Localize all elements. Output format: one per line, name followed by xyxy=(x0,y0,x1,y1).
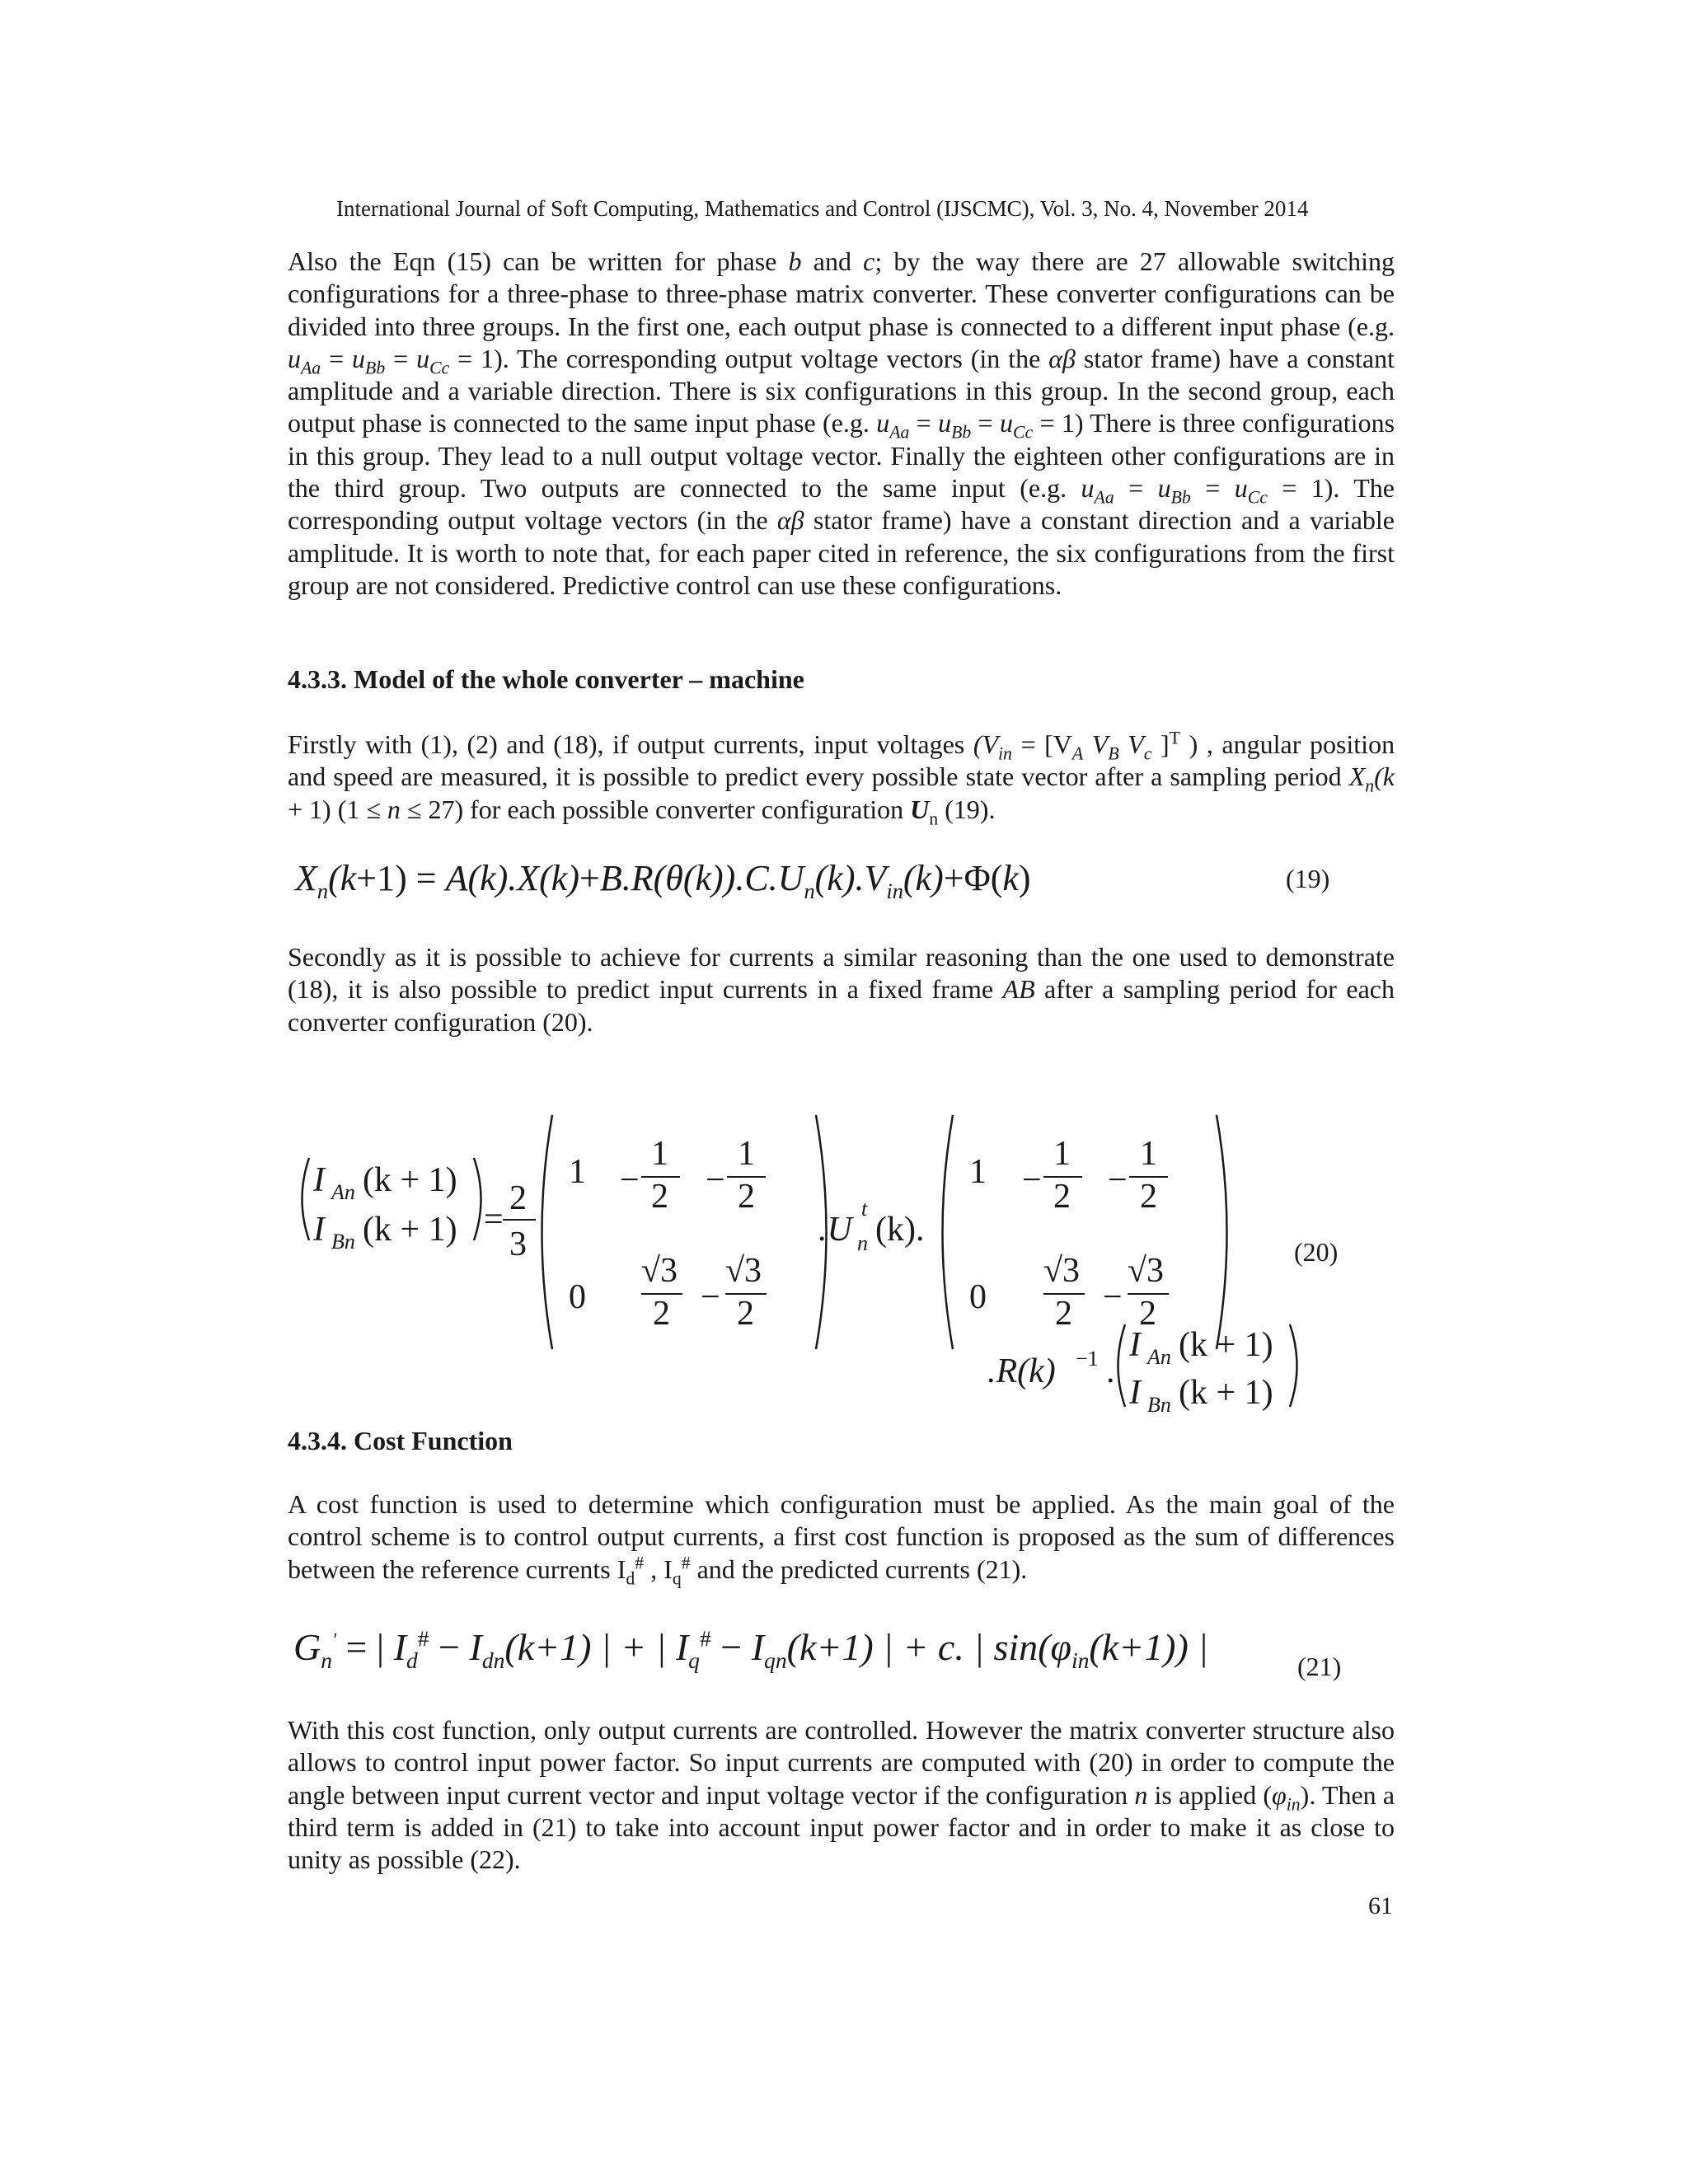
subscript: dn xyxy=(481,1647,505,1674)
symbol: αβ xyxy=(1048,343,1076,373)
m1-minus-c: − xyxy=(701,1278,720,1316)
text: = xyxy=(321,343,353,373)
journal-header: International Journal of Soft Computing, Mathematics and Control (IJSCMC), Vol. 3, No. 4, November 2014 xyxy=(336,196,1309,221)
m1-num-b: 1 xyxy=(738,1135,755,1173)
right-vector-row1-symbol: I xyxy=(1129,1326,1141,1364)
m1-sqrt-b: √3 xyxy=(725,1252,762,1290)
subscript: qn xyxy=(764,1647,787,1674)
text: = xyxy=(971,408,1000,438)
subscript: Aa xyxy=(301,358,321,378)
text: Firstly with (1), (2) and (18), if output currents, input voltages xyxy=(288,729,973,759)
left-vector-row2-k: (k + 1) xyxy=(363,1211,457,1249)
text: , I xyxy=(644,1554,673,1584)
symbol: I xyxy=(393,1626,406,1668)
text: ≤ 27) for each possible converter configuration xyxy=(400,794,911,824)
text: − xyxy=(429,1626,470,1668)
fraction-three: 3 xyxy=(509,1226,527,1263)
subscript: n xyxy=(1365,776,1375,796)
left-vector-row1-symbol: I xyxy=(313,1161,325,1199)
text: = xyxy=(909,408,939,438)
text: = | xyxy=(335,1626,394,1668)
symbol: V xyxy=(1118,729,1144,759)
text: stator frame) have a constant amplitude and a variable direction. There is six configurations in this group. In the second group, each output phase is connected to the same input phase (e.g. xyxy=(288,343,1395,438)
text: = 1). The corresponding output voltage vectors (in the xyxy=(288,473,1395,536)
subscript: in xyxy=(998,743,1012,764)
text: ] xyxy=(1151,729,1170,759)
symbol: I xyxy=(469,1626,482,1668)
equation-19-number: (19) xyxy=(1286,864,1330,893)
m1-num-a: 1 xyxy=(651,1135,668,1173)
equation-21-number: (21) xyxy=(1297,1652,1342,1681)
superscript: ' xyxy=(332,1629,336,1651)
text: + 1) (1 ≤ xyxy=(288,794,387,824)
subscript: Aa xyxy=(889,422,910,443)
section-heading-4-3-4: 4.3.4. Cost Function xyxy=(288,1426,513,1455)
text: = 1). The corresponding output voltage vectors (in the xyxy=(449,343,1049,373)
subscript: Cc xyxy=(429,358,450,378)
rotation-r: .R(k) xyxy=(987,1352,1056,1390)
subscript: n xyxy=(321,1647,333,1674)
paragraph-power-factor xyxy=(288,1714,1395,1876)
paragraph-switching-configurations xyxy=(288,246,1395,602)
m1-one: 1 xyxy=(569,1153,586,1191)
symbol: u xyxy=(876,408,890,438)
text: ; by the way there are 27 allowable switching configurations for a three-phase to three-phase matrix converter. These converter configurations can be divided into three groups. In the first one, each output phase is connected to a different input phase (e.g. xyxy=(288,246,1395,341)
paragraph-input-currents xyxy=(288,941,1395,1038)
m2-zero: 0 xyxy=(969,1278,987,1316)
right-vector-row1-k: (k + 1) xyxy=(1179,1326,1273,1364)
text: and the predicted currents (21). xyxy=(690,1554,1028,1584)
text: = xyxy=(1114,473,1158,504)
symbol: X xyxy=(295,858,317,898)
subscript: d xyxy=(626,1568,635,1588)
m2-den-c: 2 xyxy=(1055,1295,1072,1333)
symbol: V xyxy=(1083,729,1109,759)
text: , angular position and speed are measured, it is possible to predict every possible state vector after a sampling period xyxy=(288,729,1395,792)
symbol: U xyxy=(910,794,930,824)
transpose-u: .U xyxy=(818,1211,852,1249)
m2-den-d: 2 xyxy=(1139,1295,1156,1333)
symbol: u xyxy=(1081,473,1095,504)
text: = xyxy=(385,343,417,373)
superscript: # xyxy=(699,1625,711,1652)
equals-sign: = xyxy=(484,1201,504,1239)
subscript: Cc xyxy=(1247,487,1268,508)
paragraph-cost-function xyxy=(288,1488,1395,1586)
m1-den-a: 2 xyxy=(651,1178,668,1216)
superscript: T xyxy=(1169,728,1180,748)
left-vector-row1-k: (k + 1) xyxy=(363,1161,457,1199)
m1-minus-b: − xyxy=(706,1161,725,1199)
subscript: Bb xyxy=(365,358,386,378)
rotation-dot: . xyxy=(1106,1352,1115,1390)
subscript: in xyxy=(1071,1647,1090,1674)
symbol: AB xyxy=(1002,974,1035,1005)
subscript: c xyxy=(1143,743,1152,764)
right-vector-row2-symbol: I xyxy=(1129,1374,1141,1412)
symbol: (k xyxy=(1374,762,1395,792)
superscript: # xyxy=(635,1552,645,1572)
symbol: u xyxy=(938,408,952,438)
text: stator frame) have a constant direction and a variable amplitude. It is worth to note that, for each paper cited in reference, the six configurations from the first group are not considered. Predictive control can use these configurations. xyxy=(288,505,1395,600)
m2-den-b: 2 xyxy=(1140,1178,1157,1216)
m1-den-b: 2 xyxy=(738,1178,755,1216)
subscript: Bb xyxy=(951,422,972,443)
subscript: Aa xyxy=(1094,487,1114,508)
subscript: B xyxy=(1108,743,1119,764)
text: = xyxy=(1190,473,1235,504)
symbol: I xyxy=(751,1626,765,1668)
text: (k+1) | + | xyxy=(504,1626,676,1668)
text: ). Then a third term is added in (21) to take into account input power factor and in order to make it as close to unity as possible (22). xyxy=(288,1779,1395,1875)
symbol: u xyxy=(1157,473,1171,504)
paragraph-state-prediction xyxy=(288,729,1395,826)
subscript: q xyxy=(688,1647,700,1674)
m2-sqrt-a: √3 xyxy=(1043,1252,1081,1290)
symbol: u xyxy=(1234,473,1248,504)
symbol: φ xyxy=(1050,1626,1071,1668)
symbol: u xyxy=(352,343,366,373)
subscript: d xyxy=(406,1647,418,1674)
subscript: n xyxy=(929,808,939,828)
symbol: n xyxy=(1134,1779,1148,1810)
text: and xyxy=(801,246,864,276)
m1-minus-a: − xyxy=(620,1161,640,1199)
text: (k+1) | + c. | sin( xyxy=(786,1626,1051,1668)
m2-minus-b: − xyxy=(1108,1161,1128,1199)
text: (k+1)) | xyxy=(1089,1626,1208,1668)
text: b xyxy=(788,246,802,276)
equation-20-number: (20) xyxy=(1294,1237,1339,1267)
text: ) xyxy=(1180,729,1198,759)
right-vector-row2-k: (k + 1) xyxy=(1179,1374,1273,1412)
m1-den-d: 2 xyxy=(737,1295,754,1333)
symbol: n xyxy=(387,794,401,824)
rotation-sup: −1 xyxy=(1076,1347,1099,1371)
left-vector-row2-sub: Bn xyxy=(331,1230,355,1254)
text: = [V xyxy=(1011,729,1072,759)
fraction-two: 2 xyxy=(509,1179,527,1217)
symbol: X xyxy=(1348,762,1366,792)
text: Also the Eqn (15) can be written for phase xyxy=(288,246,789,276)
m2-den-a: 2 xyxy=(1053,1178,1071,1216)
m2-minus-a: − xyxy=(1022,1161,1042,1199)
m2-minus-c: − xyxy=(1103,1278,1123,1316)
symbol: I xyxy=(675,1626,689,1668)
text: With this cost function, only output currents are controlled. However the matrix converter structure also allows to control input power factor. So input currents are computed with (20) in order to compute the angle between input current vector and input voltage vector if the configuration xyxy=(288,1715,1395,1810)
symbol: u xyxy=(1000,408,1013,438)
m2-num-a: 1 xyxy=(1053,1135,1071,1173)
m2-sqrt-b: √3 xyxy=(1128,1252,1165,1290)
transpose-sub: n xyxy=(857,1231,868,1255)
text: A cost function is used to determine which configuration must be applied. As the main goal of the control scheme is to control output currents, a first cost function is proposed as the sum of differences between the reference currents I xyxy=(288,1489,1395,1584)
text: after a sampling period for each converter configuration (20). xyxy=(288,974,1395,1037)
subscript: in xyxy=(1286,1793,1301,1814)
text: = 1) There is three configurations in this group. They lead to a null output voltage vector. Finally the eighteen other configurations are in the third group. Two outputs are connected to the same input (e.g. xyxy=(288,408,1395,504)
symbol: φ xyxy=(1272,1779,1287,1810)
left-vector-row1-sub: An xyxy=(331,1180,355,1204)
subscript: A xyxy=(1071,743,1084,764)
subscript: q xyxy=(672,1568,682,1588)
m2-num-b: 1 xyxy=(1140,1135,1157,1173)
text: (19). xyxy=(938,794,996,824)
subscript: Cc xyxy=(1013,422,1034,443)
text: Secondly as it is possible to achieve for currents a similar reasoning than the one used to demonstrate (18), it is also possible to predict input currents in a fixed frame xyxy=(288,942,1395,1005)
page-number: 61 xyxy=(1368,1892,1393,1919)
symbol: u xyxy=(288,343,301,373)
symbol: (V xyxy=(973,729,999,759)
text: c xyxy=(863,246,875,276)
m1-zero: 0 xyxy=(569,1278,586,1316)
equation-20 xyxy=(288,1108,1393,1430)
section-heading-4-3-3: 4.3.3. Model of the whole converter – machine xyxy=(288,664,804,694)
m1-sqrt-a: √3 xyxy=(641,1252,678,1290)
superscript: # xyxy=(417,1625,429,1652)
transpose-k: (k). xyxy=(875,1211,925,1249)
symbol: G xyxy=(293,1626,321,1668)
equation-21-body xyxy=(293,1625,1208,1674)
equation-19-body: $X_n(k+1) = A(k).X(k)+B.R(\theta(k)).C.U_n(k).V_{in}(k)+\Phi(k)$ xyxy=(295,858,1031,903)
m1-den-c: 2 xyxy=(653,1295,670,1333)
left-vector-row2-symbol: I xyxy=(313,1211,325,1249)
right-vector-row2-sub: Bn xyxy=(1147,1393,1171,1417)
symbol: u xyxy=(416,343,430,373)
superscript: # xyxy=(681,1552,691,1572)
subscript: Bb xyxy=(1170,487,1191,508)
symbol: αβ xyxy=(776,505,804,536)
text: is applied ( xyxy=(1147,1779,1273,1810)
m2-one: 1 xyxy=(969,1153,987,1191)
right-vector-row1-sub: An xyxy=(1147,1345,1171,1369)
text: − xyxy=(710,1626,752,1668)
transpose-sup: t xyxy=(861,1197,868,1221)
